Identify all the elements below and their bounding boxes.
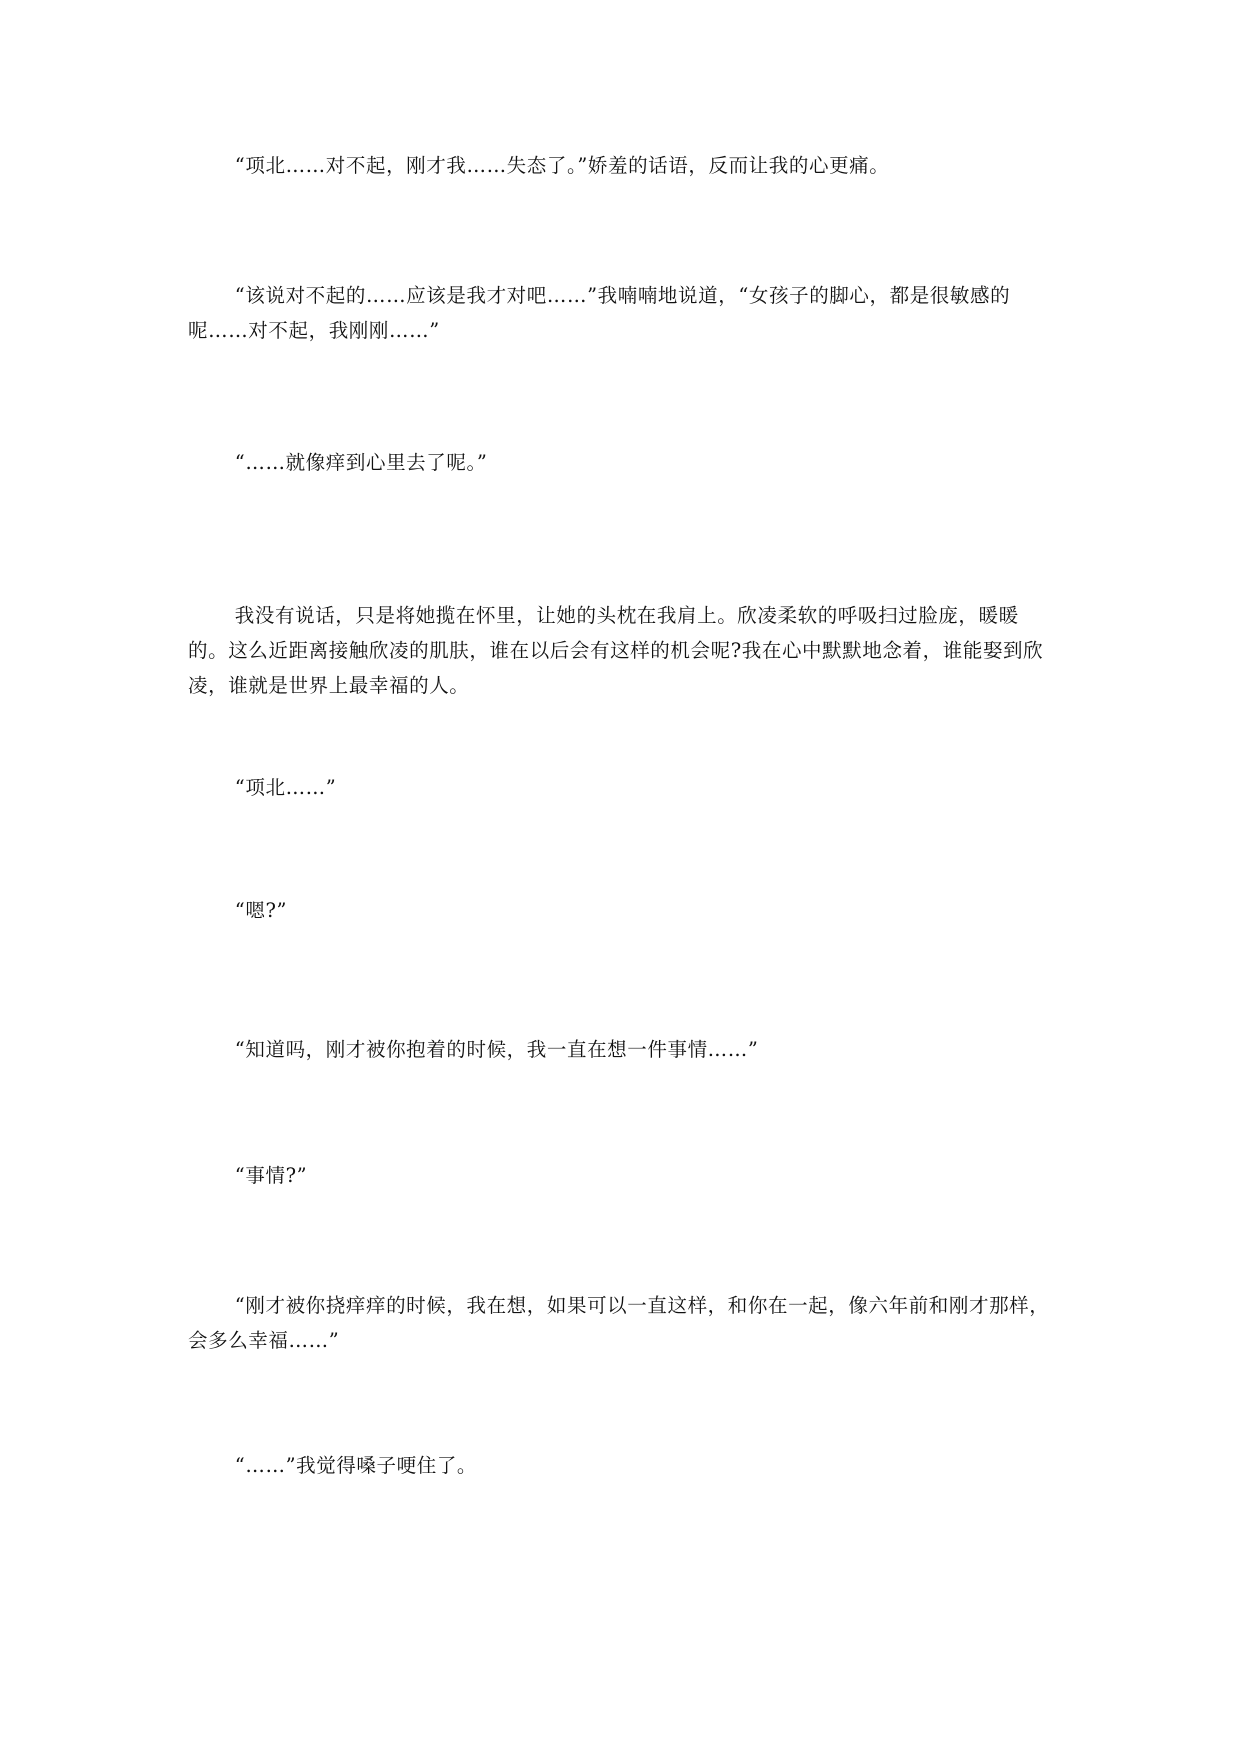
paragraph: “项北……” [234, 776, 337, 799]
paragraph: “知道吗，刚才被你抱着的时候，我一直在想一件事情……” [234, 1038, 759, 1061]
paragraph: “该说对不起的……应该是我才对吧……”我喃喃地说道，“女孩子的脚心，都是很敏感的呢……对不起，我刚刚……” [188, 284, 1011, 342]
paragraph: “事情?” [234, 1164, 308, 1187]
paragraph: “……就像痒到心里去了呢。” [234, 451, 488, 474]
paragraph: 我没有说话，只是将她揽在怀里，让她的头枕在我肩上。欣凌柔软的呼吸扫过脸庞，暖暖的。这么近距离接触欣凌的肌肤，谁在以后会有这样的机会呢?我在心中默默地念着，谁能娶到欣凌，谁就是世界上最幸福的人。 [188, 604, 1044, 697]
paragraph: “……”我觉得嗓子哽住了。 [234, 1454, 478, 1477]
paragraph: “刚才被你挠痒痒的时候，我在想，如果可以一直这样，和你在一起，像六年前和刚才那样，会多么幸福……” [188, 1294, 1050, 1352]
paragraph: “项北……对不起，刚才我……失态了。”娇羞的话语，反而让我的心更痛。 [234, 154, 890, 177]
paragraph: “嗯?” [234, 899, 288, 922]
